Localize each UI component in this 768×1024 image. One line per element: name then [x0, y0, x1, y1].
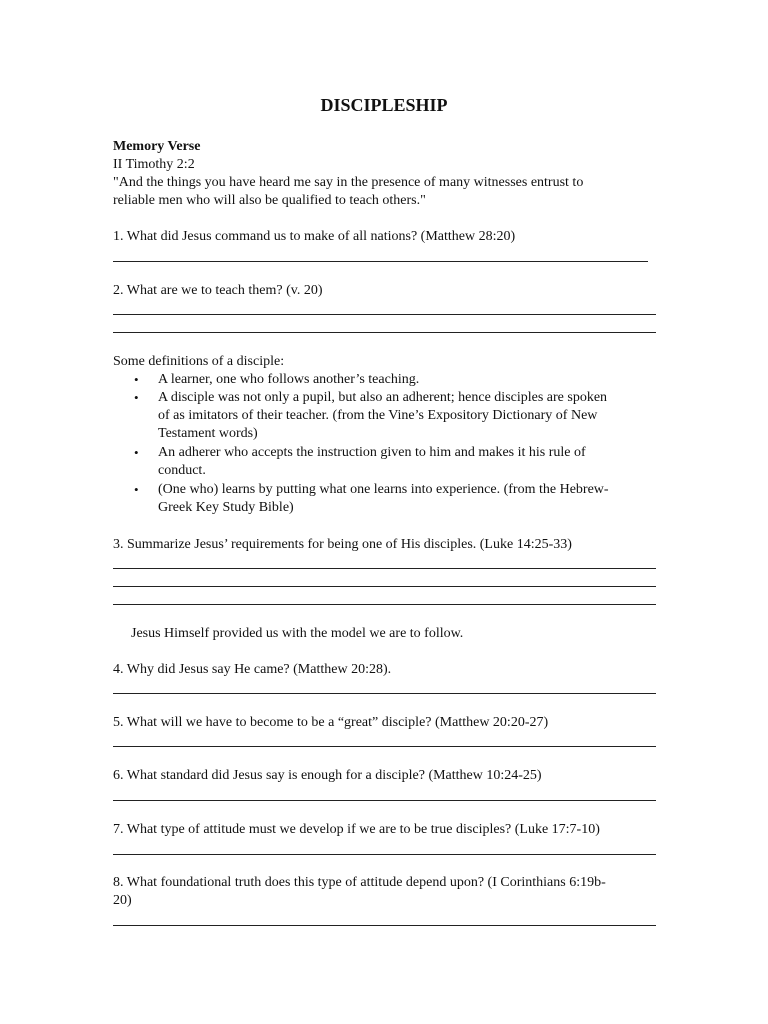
- question-1: 1. What did Jesus command us to make of all nations? (Matthew 28:20): [113, 229, 516, 244]
- answer-line-6: [113, 800, 656, 801]
- question-8-line2: 20): [113, 893, 132, 908]
- bullet-1-marker: •: [134, 372, 139, 387]
- answer-line-3c: [113, 604, 656, 605]
- definition-2-line1: A disciple was not only a pupil, but also an adherent; hence disciples are spoken: [158, 390, 608, 405]
- answer-line-3a: [113, 568, 656, 569]
- question-2: 2. What are we to teach them? (v. 20): [113, 283, 323, 298]
- definition-1: A learner, one who follows another’s teaching.: [158, 372, 420, 387]
- definition-4-line1: (One who) learns by putting what one learns into experience. (from the Hebrew-: [158, 482, 609, 497]
- question-3: 3. Summarize Jesus’ requirements for being one of His disciples. (Luke 14:25-33): [113, 537, 572, 552]
- question-4: 4. Why did Jesus say He came? (Matthew 20:28).: [113, 662, 392, 677]
- definition-3-line2: conduct.: [158, 463, 206, 478]
- answer-line-5: [113, 746, 656, 747]
- answer-line-4: [113, 693, 656, 694]
- answer-line-7: [113, 854, 656, 855]
- answer-line-1: [113, 261, 648, 262]
- bullet-2-marker: •: [134, 390, 139, 405]
- definition-4-line2: Greek Key Study Bible): [158, 500, 294, 515]
- bullet-3-marker: •: [134, 445, 139, 460]
- page-title: DISCIPLESHIP: [320, 95, 448, 115]
- question-8-line1: 8. What foundational truth does this type of attitude depend upon? (I Corinthians 6:19b-: [113, 875, 606, 890]
- definition-2-line2: of as imitators of their teacher. (from the Vine’s Expository Dictionary of New: [158, 408, 598, 423]
- question-6: 6. What standard did Jesus say is enough for a disciple? (Matthew 10:24-25): [113, 768, 542, 783]
- definitions-intro: Some definitions of a disciple:: [113, 354, 285, 369]
- question-5: 5. What will we have to become to be a “great” disciple? (Matthew 20:20-27): [113, 715, 549, 730]
- memory-verse-heading: Memory Verse: [113, 139, 201, 154]
- definition-2-line3: Testament words): [158, 426, 258, 441]
- question-7: 7. What type of attitude must we develop if we are to be true disciples? (Luke 17:7-10): [113, 822, 600, 837]
- answer-line-3b: [113, 586, 656, 587]
- definition-3-line1: An adherer who accepts the instruction given to him and makes it his rule of: [158, 445, 586, 460]
- memory-verse-text-line2: reliable men who will also be qualified to teach others.": [113, 193, 426, 208]
- answer-line-8: [113, 925, 656, 926]
- answer-line-2b: [113, 332, 656, 333]
- memory-verse-reference: II Timothy 2:2: [113, 157, 195, 172]
- memory-verse-text-line1: "And the things you have heard me say in the presence of many witnesses entrust to: [113, 175, 584, 190]
- bullet-4-marker: •: [134, 482, 139, 497]
- answer-line-2a: [113, 314, 656, 315]
- model-statement: Jesus Himself provided us with the model we are to follow.: [131, 626, 464, 641]
